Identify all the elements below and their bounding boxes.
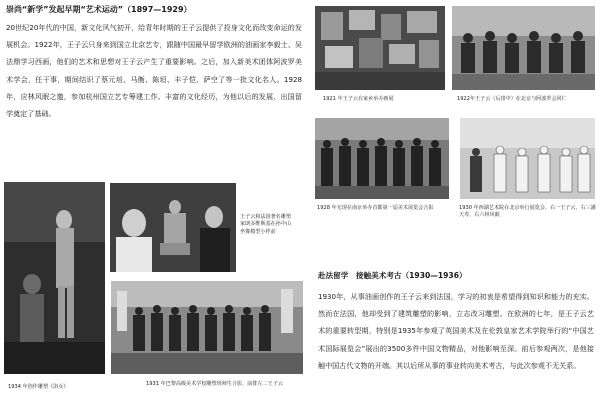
caption-1934: 1934 年创作雕塑《浴女》: [8, 384, 69, 390]
photo-1931-paris-sculpture-class: [111, 281, 303, 374]
photo-1921-exhibition: [315, 6, 445, 90]
photo-1922-apollo-society: [452, 6, 595, 90]
photo-1934-bathing-woman-sculpture: [4, 182, 105, 374]
section2-paragraph: 1930年，从事油画创作的王子云来到法国，学习的初衷是希望得到知识和能力的充实。然而在法国，他却受到了建筑雕塑的影响，立志改习雕塑。在欧洲的七年，是王子云艺术的重要转型期，特别是1935年参观了英国美术及在伦敦皇家艺术学院举行的“中国艺术国际展览会”展出的3500多件中国文物精品，对他影响至深。前后参观两次，是他接触中国古代文物的开端。其以后所从事的事业转向美术考古，与此次参观不无关系。: [318, 292, 594, 370]
caption-1930a: 1930 年西湖艺术院在北京举行展览会。右一王子云、右三潘天寿、右六林风眠: [459, 205, 596, 219]
caption-sculptor: 王子云和法国著名雕塑家朗多维斯基在孙中山坐像模型小样前: [240, 214, 291, 235]
caption-1921: 1921 年王子云在家乡举办画展: [323, 96, 394, 102]
section2-heading: 赴法留学 接触美术考古（1930—1936）: [318, 271, 467, 280]
caption-1928: 1928 年无现在南京举办首都第一届美术展览会合影: [317, 205, 434, 211]
photo-1928-nanjing-exhibition: [315, 118, 449, 199]
photo-sculptor-with-statue: [110, 183, 236, 272]
photo-1930-xihu-exhibition: [460, 118, 595, 199]
caption-1922: 1922年王子云（后排中）在北京与阿波罗会同仁: [457, 96, 567, 102]
section1-heading: 崇尚“新学”发起早期“艺术运动”（1897—1929）: [6, 5, 192, 14]
section1-paragraph: 20世纪20年代的中国，新文化风气初开，给青年时期的王子云提供了投身文化而改变命运的发展机会。1922年，王子云只身来到国立北京艺专，跟随中国最早留学欧洲的油画家李毅士、吴法鼎学习西画，他们的艺术和思想对王子云产生了重要影响。之后，加入新美术团体阿波罗美术学会，任干事，期间结识了蔡元培、马衡、陈垣、丰子恺、萨空了等一批文化名人。1928年，应林风眠之邀，参加杭州国立艺专筹建工作。丰富的文化经历，为他以后的发展、出国留学奠定了基础。: [6, 23, 302, 119]
caption-1931: 1931 年巴黎高级美术学校雕塑班师生合影，前排左二王子云: [146, 381, 283, 387]
